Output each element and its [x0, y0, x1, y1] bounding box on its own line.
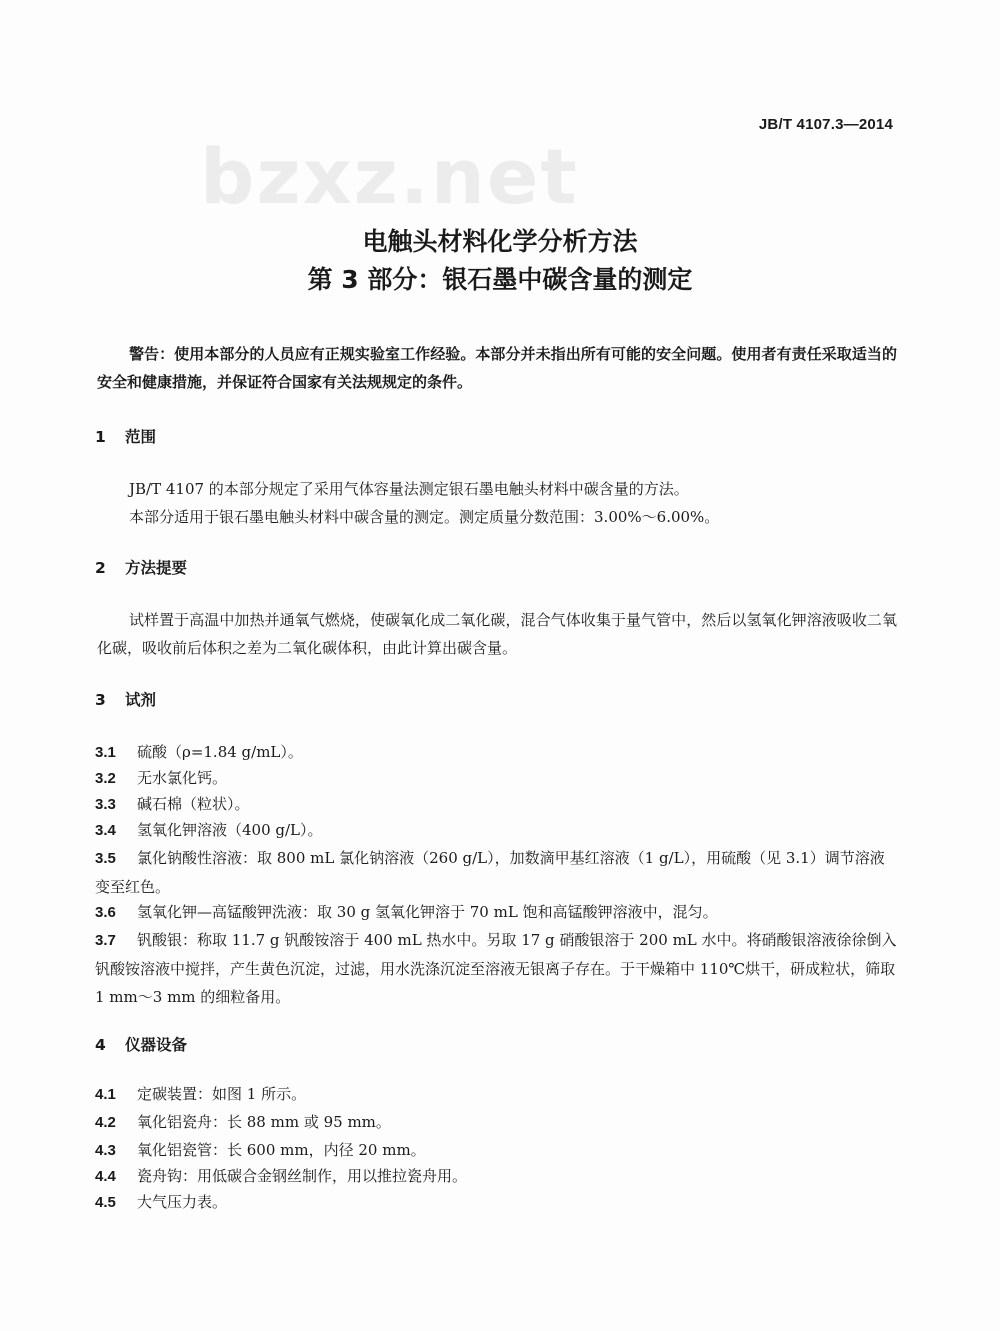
document-title: 电触头材料化学分析方法 — [362, 227, 638, 256]
item-text: 瓷舟钩：用低碳合金钢丝制作，用以推拉瓷舟用。 — [137, 1167, 468, 1185]
item-text: 氧化铝瓷舟：长 88 mm 或 95 mm。 — [137, 1113, 391, 1131]
section-title: 范围 — [125, 428, 157, 446]
reagent-item — [95, 738, 897, 767]
item-number: 4.5 — [95, 1194, 116, 1211]
item-number: 3.7 — [95, 932, 116, 949]
section-heading-scope — [95, 425, 156, 447]
section-number: 1 — [95, 428, 106, 446]
item-number: 3.3 — [95, 796, 116, 813]
section-title: 仪器设备 — [125, 1036, 188, 1054]
reagent-item — [95, 844, 897, 901]
reagent-item — [95, 790, 897, 819]
section-number: 3 — [95, 691, 106, 709]
item-text: 氯化钠酸性溶液：取 800 mL 氯化钠溶液（260 g/L），加数滴甲基红溶液（1 g/L），用硫酸（见 3.1）调节溶液变至红色。 — [95, 849, 885, 896]
section-heading-method-summary — [95, 556, 187, 578]
item-text: 大气压力表。 — [137, 1193, 228, 1211]
apparatus-item — [95, 1136, 897, 1165]
section-number: 2 — [95, 559, 106, 577]
item-text: 氢氧化钾—高锰酸钾洗液：取 30 g 氢氧化钾溶于 70 mL 饱和高锰酸钾溶液中，混匀。 — [137, 903, 718, 921]
item-text: 定碳装置：如图 1 所示。 — [137, 1085, 307, 1103]
reagent-item — [95, 816, 897, 845]
scope-paragraph-2: 本部分适用于银石墨电触头材料中碳含量的测定。测定质量分数范围：3.00%～6.00%。 — [129, 508, 720, 526]
item-number: 4.2 — [95, 1114, 116, 1131]
item-text: 无水氯化钙。 — [137, 769, 228, 787]
method-summary-paragraph: 试样置于高温中加热并通氧气燃烧，使碳氧化成二氧化碳，混合气体收集于量气管中，然后以氢氧化钾溶液吸收二氧化碳，吸收前后体积之差为二氧化碳体积，由此计算出碳含量。 — [97, 611, 897, 657]
standard-code: JB/T 4107.3—2014 — [758, 116, 893, 133]
item-number: 3.1 — [95, 744, 116, 761]
item-number: 3.4 — [95, 822, 116, 839]
section-title: 试剂 — [125, 691, 157, 709]
section-heading-apparatus — [95, 1033, 187, 1055]
warning-paragraph: 警告：使用本部分的人员应有正规实验室工作经验。本部分并未指出所有可能的安全问题。使用者有责任采取适当的安全和健康措施，并保证符合国家有关法规规定的条件。 — [97, 345, 897, 391]
item-number: 3.5 — [95, 850, 116, 867]
item-text: 钒酸银：称取 11.7 g 钒酸铵溶于 400 mL 热水中。另取 17 g 硝酸银溶于 200 mL 水中。将硝酸银溶液徐徐倒入钒酸铵溶液中搅拌，产生黄色沉淀，过滤，用水洗涤沉淀至溶液无银离子存在。于干燥箱中 110℃烘干，研成粒状，筛取 1 mm～3 mm 的细粒备用。 — [95, 931, 897, 1006]
section-title: 方法提要 — [125, 559, 188, 577]
item-text: 氧化铝瓷管：长 600 mm，内径 20 mm。 — [137, 1141, 426, 1159]
item-text: 氢氧化钾溶液（400 g/L）。 — [137, 821, 323, 839]
reagent-item — [95, 764, 897, 793]
item-number: 4.3 — [95, 1142, 116, 1159]
item-number: 4.4 — [95, 1168, 116, 1185]
document-subtitle: 第 3 部分：银石墨中碳含量的测定 — [307, 265, 693, 294]
item-text: 碱石棉（粒状）。 — [137, 795, 250, 813]
reagent-item — [95, 926, 897, 1011]
item-text: 硫酸（ρ=1.84 g/mL）。 — [137, 743, 303, 761]
item-number: 4.1 — [95, 1086, 116, 1103]
section-heading-reagents — [95, 688, 156, 710]
apparatus-item — [95, 1108, 897, 1137]
reagent-item — [95, 898, 897, 927]
apparatus-item — [95, 1162, 897, 1191]
apparatus-item — [95, 1080, 897, 1109]
item-number: 3.6 — [95, 904, 116, 921]
scope-paragraph-1: JB/T 4107 的本部分规定了采用气体容量法测定银石墨电触头材料中碳含量的方法。 — [129, 480, 689, 498]
section-number: 4 — [95, 1036, 106, 1054]
watermark: bzxz.net — [200, 132, 579, 221]
apparatus-item — [95, 1188, 897, 1217]
item-number: 3.2 — [95, 770, 116, 787]
